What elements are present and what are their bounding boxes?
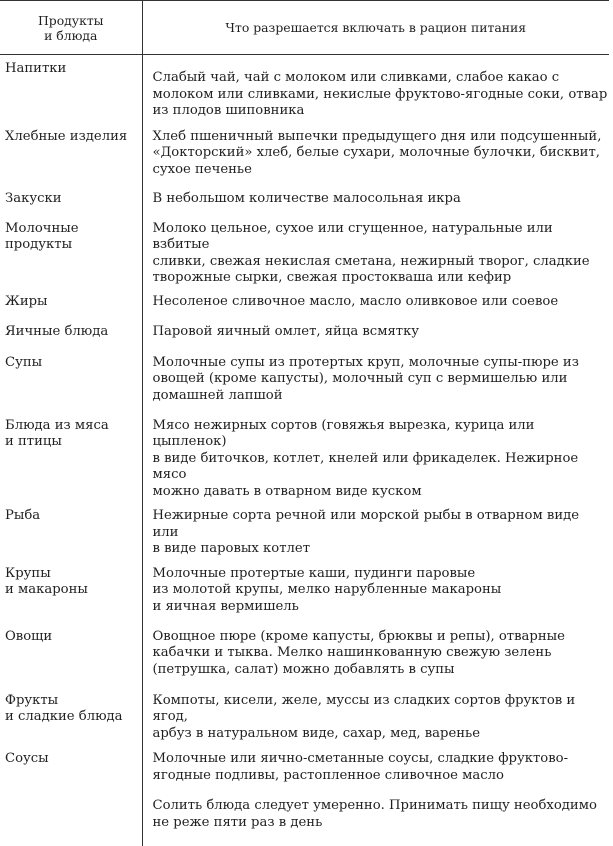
row-description: Солить блюда следует умеренно. Принимать пищу необходимо не реже пяти раз в день: [142, 789, 609, 846]
header-allowed: [142, 1, 609, 55]
table-body: [0, 55, 609, 846]
row-category: Яичные блюда: [0, 317, 142, 347]
row-description: Несоленое сливочное масло, масло оливковое или соевое: [142, 287, 609, 317]
row-description: Молочные супы из протертых круп, молочные супы-пюре из овощей (кроме капусты), молочный суп с вермишелью или домашней лапшой: [142, 347, 609, 409]
table-header: [0, 1, 609, 55]
header-row: [0, 1, 609, 55]
table-row: [0, 500, 609, 558]
table-row: [0, 317, 609, 347]
row-category: Напитки: [0, 55, 142, 120]
table-row: [0, 287, 609, 317]
table-row: [0, 347, 609, 409]
header-products: [0, 1, 142, 55]
table-row: [0, 55, 609, 120]
row-category: Молочные продукты: [0, 212, 142, 287]
row-description: Хлеб пшеничный выпечки предыдущего дня или подсушенный, «Докторский» хлеб, белые сухари, молочные булочки, бисквит, сухое печенье: [142, 120, 609, 182]
table-row: [0, 742, 609, 789]
row-category: Овощи: [0, 621, 142, 684]
row-category: Соусы: [0, 742, 142, 789]
row-description: Молочные или яично-сметанные соусы, сладкие фруктово- ягодные подливы, растопленное сливочное масло: [142, 742, 609, 789]
table-row: [0, 212, 609, 287]
row-category: Жиры: [0, 287, 142, 317]
header-allowed-label: Что разрешается включать в рацион питания: [225, 20, 526, 35]
table-row: [0, 120, 609, 182]
row-category: [0, 789, 142, 846]
row-description: Компоты, кисели, желе, муссы из сладких сортов фруктов и ягод, арбуз в натуральном виде, сахар, мед, варенье: [142, 684, 609, 743]
row-category: Рыба: [0, 500, 142, 558]
row-category: Закуски: [0, 182, 142, 212]
table-row: [0, 789, 609, 846]
row-description: Мясо нежирных сортов (говяжья вырезка, курица или цыпленок) в виде биточков, котлет, кнелей или фрикаделек. Нежирное мясо можно давать в отварном виде куском: [142, 409, 609, 501]
row-category: Хлебные изделия: [0, 120, 142, 182]
table-row: [0, 182, 609, 212]
row-category: Фрукты и сладкие блюда: [0, 684, 142, 743]
table-row: [0, 684, 609, 743]
row-category: Крупы и макароны: [0, 558, 142, 621]
row-description: Слабый чай, чай с молоком или сливками, слабое какао с молоком или сливками, некислые фруктово-ягодные соки, отвар из плодов шиповника: [142, 55, 609, 120]
row-description: В небольшом количестве малосольная икра: [142, 182, 609, 212]
table-row: [0, 409, 609, 501]
row-category: Блюда из мяса и птицы: [0, 409, 142, 501]
row-description: Нежирные сорта речной или морской рыбы в отварном виде или в виде паровых котлет: [142, 500, 609, 558]
table-row: [0, 558, 609, 621]
header-products-label: Продукты и блюда: [38, 13, 104, 43]
table-row: [0, 621, 609, 684]
row-category: Супы: [0, 347, 142, 409]
row-description: Молоко цельное, сухое или сгущенное, натуральные или взбитые сливки, свежая некислая сметана, нежирный творог, сладкие творожные сырки, свежая простокваша или кефир: [142, 212, 609, 287]
row-description: Паровой яичный омлет, яйца всмятку: [142, 317, 609, 347]
row-description: Молочные протертые каши, пудинги паровые из молотой крупы, мелко нарубленные макароны и яичная вермишель: [142, 558, 609, 621]
row-description: Овощное пюре (кроме капусты, брюквы и репы), отварные кабачки и тыква. Мелко нашинкованную свежую зелень (петрушка, салат) можно добавлять в супы: [142, 621, 609, 684]
